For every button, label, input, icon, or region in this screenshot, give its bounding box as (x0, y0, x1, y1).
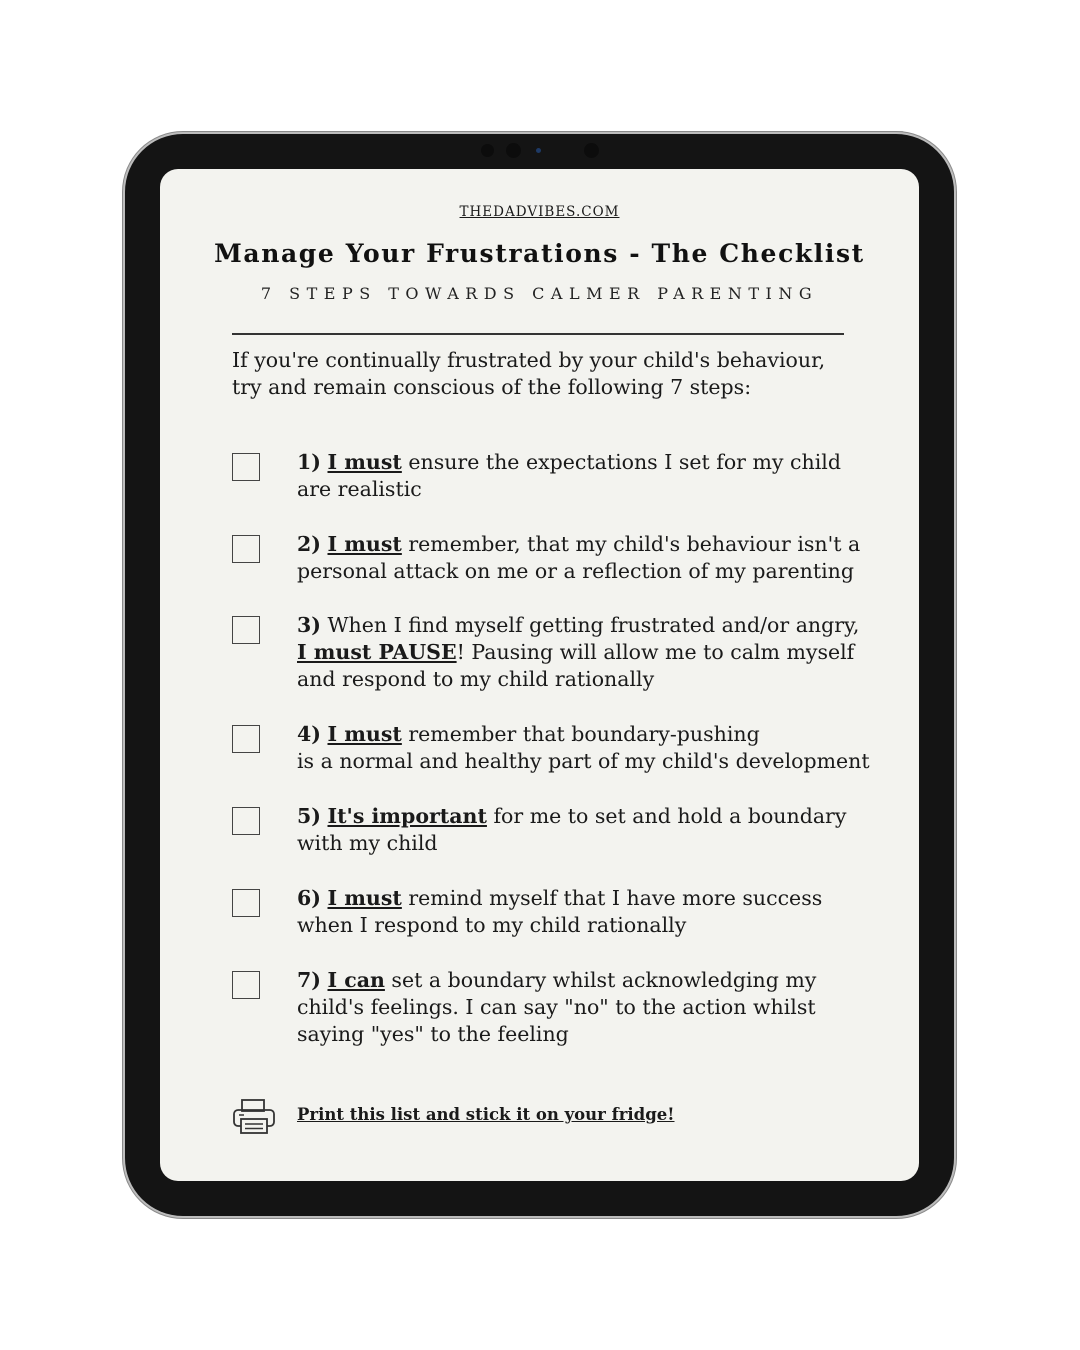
item-line: for me to set and hold a boundary (486, 804, 847, 828)
item-number: 2) (297, 532, 321, 556)
item-number: 4) (297, 722, 321, 746)
item-line: remember, that my child's behaviour isn't a (401, 532, 861, 556)
checkbox[interactable] (232, 889, 260, 917)
checkbox[interactable] (232, 535, 260, 563)
checkbox[interactable] (232, 971, 260, 999)
checkbox[interactable] (232, 725, 260, 753)
intro-text (232, 347, 872, 401)
intro-line: If you're continually frustrated by your child's behaviour, (232, 348, 826, 372)
item-text (297, 531, 877, 585)
item-emphasis: It's important (327, 804, 487, 828)
item-line: When I find myself getting frustrated and/or angry, (320, 613, 860, 637)
camera-indicator (536, 148, 541, 153)
item-line: remind myself that I have more success (401, 886, 823, 910)
item-number: 7) (297, 968, 321, 992)
item-line: are realistic (297, 477, 422, 501)
item-line: with my child (297, 831, 438, 855)
item-text (297, 967, 877, 1048)
checkbox[interactable] (232, 616, 260, 644)
item-line: ensure the expectations I set for my child (401, 450, 841, 474)
checkbox[interactable] (232, 807, 260, 835)
item-emphasis: I must (327, 532, 402, 556)
item-emphasis: I must PAUSE (297, 640, 457, 664)
item-emphasis: I can (327, 968, 385, 992)
item-line: set a boundary whilst acknowledging my (384, 968, 817, 992)
item-text (297, 612, 877, 693)
divider (232, 333, 844, 335)
item-number: 6) (297, 886, 321, 910)
item-number: 5) (297, 804, 321, 828)
page-subtitle: 7 STEPS TOWARDS CALMER PARENTING (260, 284, 819, 303)
item-line: saying "yes" to the feeling (297, 1022, 569, 1046)
camera-lens (506, 143, 521, 158)
item-number: 3) (297, 613, 321, 637)
item-text (297, 885, 877, 939)
item-emphasis: I must (327, 450, 402, 474)
item-text (297, 449, 877, 503)
front-camera (584, 143, 599, 158)
print-link[interactable]: Print this list and stick it on your fridge! (297, 1105, 675, 1124)
item-line: remember that boundary-pushing (401, 722, 760, 746)
site-link[interactable]: THEDADVIBES.COM (459, 204, 620, 220)
item-line: ! Pausing will allow me to calm myself (456, 640, 855, 664)
printer-icon (232, 1099, 276, 1135)
item-line: when I respond to my child rationally (297, 913, 687, 937)
checklist-page (160, 169, 919, 1181)
item-line: child's feelings. I can say "no" to the action whilst (297, 995, 816, 1019)
item-emphasis: I must (327, 886, 402, 910)
page-title: Manage Your Frustrations - The Checklist (214, 239, 865, 268)
item-text (297, 803, 877, 857)
item-number: 1) (297, 450, 321, 474)
checkbox[interactable] (232, 453, 260, 481)
item-text (297, 721, 877, 775)
item-line: and respond to my child rationally (297, 667, 655, 691)
intro-line: try and remain conscious of the following 7 steps: (232, 375, 752, 399)
item-emphasis: I must (327, 722, 402, 746)
item-line: is a normal and healthy part of my child's development (297, 749, 870, 773)
item-line: personal attack on me or a reflection of my parenting (297, 559, 854, 583)
tablet-frame (125, 134, 954, 1216)
camera-sensor (481, 144, 494, 157)
